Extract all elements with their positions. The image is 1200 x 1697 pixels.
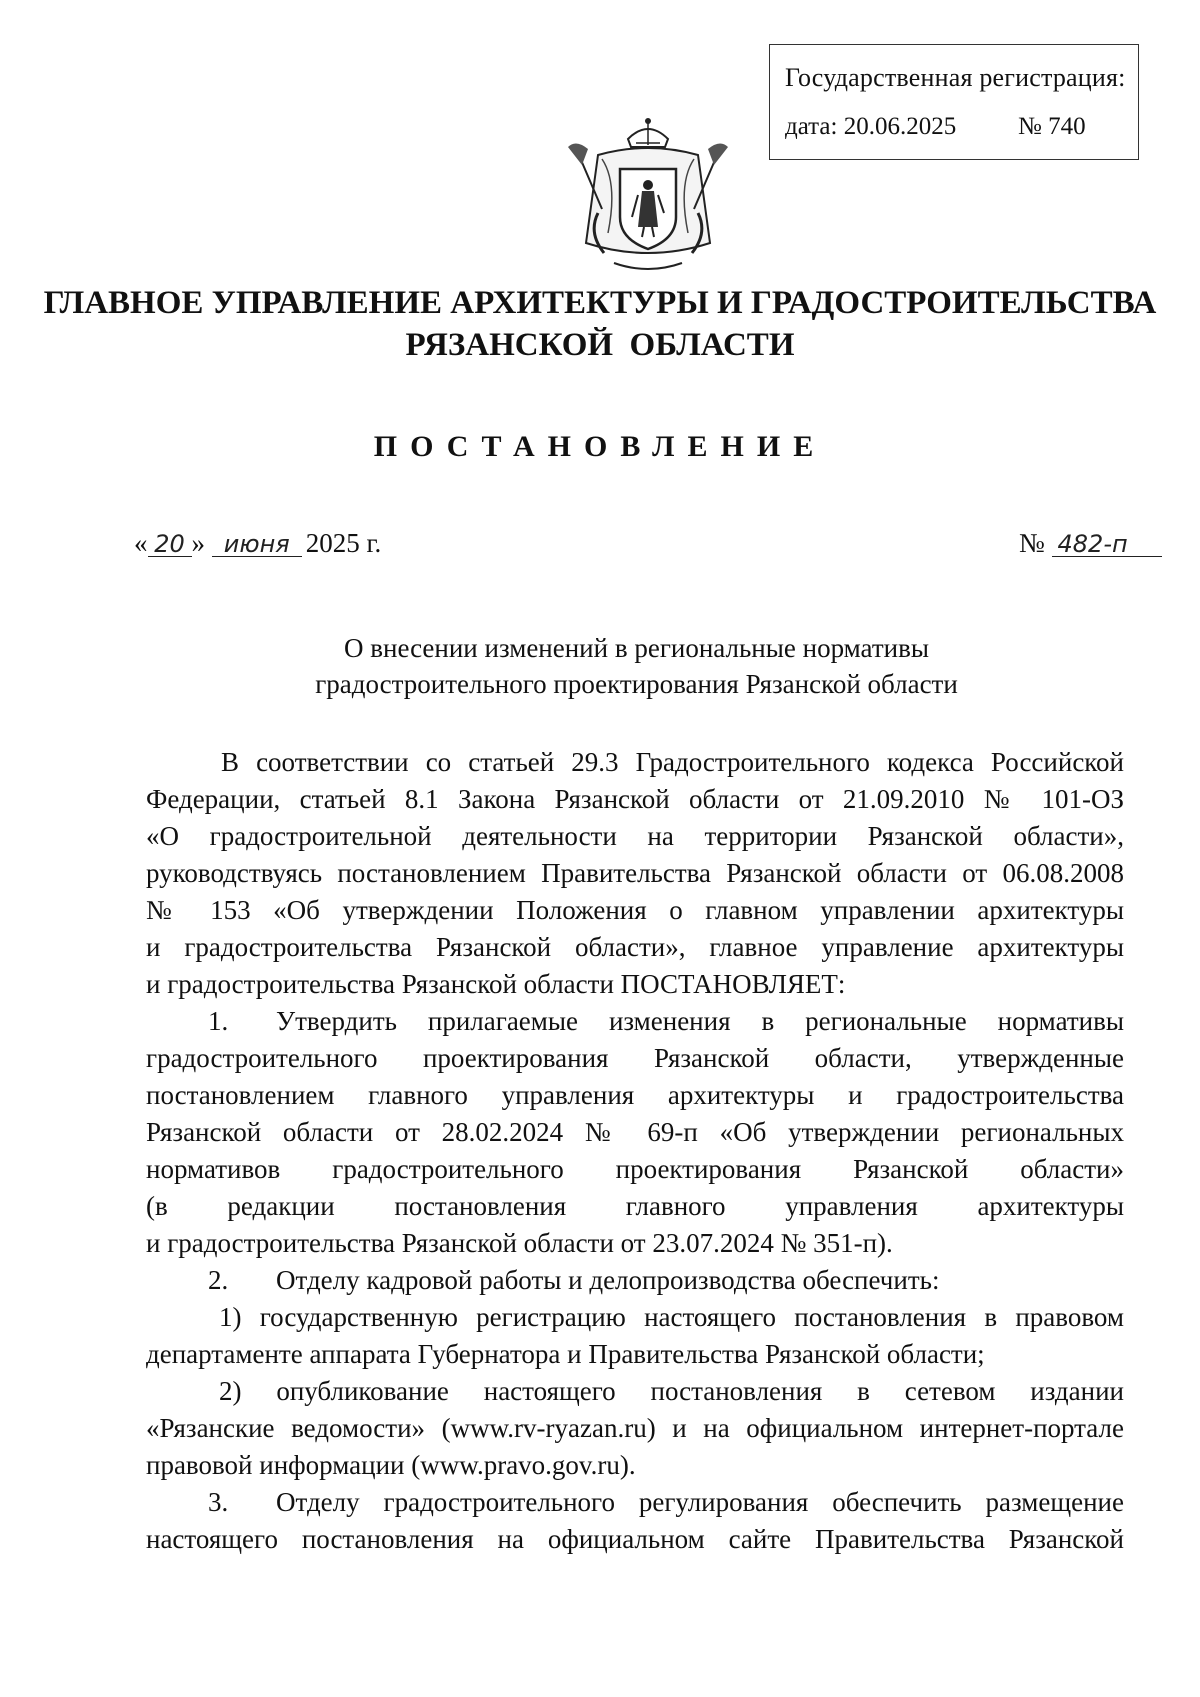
- subject-line-1: О внесении изменений в региональные нормативы: [344, 633, 929, 663]
- handwritten-number: 482-п: [1052, 532, 1162, 557]
- preamble-line: Федерации, статьей 8.1 Закона Рязанской области от 21.09.2010 № 101-ОЗ: [146, 784, 1124, 814]
- document-number: [1019, 528, 1162, 559]
- organization-line-2: РЯЗАНСКОЙ ОБЛАСТИ: [405, 327, 795, 363]
- registration-number: № 740: [1018, 113, 1086, 140]
- registration-title: Государственная регистрация:: [785, 63, 1126, 92]
- item-1: [146, 1003, 1124, 1262]
- preamble-line: и градостроительства Рязанской области», главное управление архитектуры: [146, 932, 1124, 962]
- item-2-number: 2.: [208, 1265, 229, 1295]
- item-2-text: Отделу кадровой работы и делопроизводства обеспечить:: [276, 1265, 940, 1295]
- registration-date: дата: 20.06.2025: [785, 113, 957, 140]
- subitem-2-line: 2) опубликование настоящего постановления в сетевом издании: [219, 1376, 1124, 1406]
- ryazan-coat-of-arms-icon: [558, 113, 738, 283]
- handwritten-day: 20: [148, 532, 192, 557]
- date-year: 2025 г.: [305, 528, 382, 558]
- document-subject: [0, 630, 1200, 702]
- registration-stamp: [769, 44, 1139, 160]
- preamble-line: руководствуясь постановлением Правительства Рязанской области от 06.08.2008: [146, 858, 1124, 888]
- subject-line-2: градостроительного проектирования Рязанской области: [315, 669, 958, 699]
- subitem-1-line: 1) государственную регистрацию настоящего постановления в правовом: [219, 1302, 1124, 1332]
- item-1-first-line: [146, 1003, 1124, 1040]
- item-3-number: 3.: [208, 1487, 229, 1517]
- item-3: [146, 1484, 1124, 1558]
- item-2-line: [146, 1262, 1124, 1299]
- preamble-line: и градостроительства Рязанской области ПОСТАНОВЛЯЕТ:: [146, 969, 846, 999]
- item-1-number: 1.: [208, 1006, 229, 1036]
- document-type: ПОСТАНОВЛЕНИЕ: [373, 430, 827, 463]
- subitem-2: [146, 1373, 1124, 1484]
- item-3-line: настоящего постановления на официальном сайте Правительства Рязанской: [146, 1524, 1124, 1554]
- item-1-line: нормативов градостроительного проектирования Рязанской области»: [146, 1154, 1124, 1184]
- item-3-first-line: [146, 1484, 1124, 1521]
- subitem-2-line: правовой информации (www.pravo.gov.ru).: [146, 1450, 636, 1480]
- document-body: [146, 744, 1124, 1558]
- document-date: [134, 528, 381, 559]
- date-open-quote: «: [134, 528, 148, 558]
- subitem-2-line: «Рязанские ведомости» (www.rv-ryazan.ru) и на официальном интернет-портале: [146, 1413, 1124, 1443]
- subitem-1-line: департаменте аппарата Губернатора и Правительства Рязанской области;: [146, 1339, 985, 1369]
- item-3-line: Отделу градостроительного регулирования обеспечить размещение: [276, 1487, 1124, 1517]
- item-1-line: (в редакции постановления главного управления архитектуры: [146, 1191, 1124, 1221]
- handwritten-month: июня: [212, 532, 302, 557]
- item-1-line: Утвердить прилагаемые изменения в региональные нормативы: [276, 1006, 1124, 1036]
- item-2: [146, 1262, 1124, 1299]
- item-1-line: постановлением главного управления архитектуры и градостроительства: [146, 1080, 1124, 1110]
- preamble-paragraph: [146, 744, 1124, 1003]
- preamble-line: В соответствии со статьей 29.3 Градостроительного кодекса Российской: [221, 747, 1124, 777]
- preamble-line: «О градостроительной деятельности на территории Рязанской области»,: [146, 821, 1124, 851]
- organization-line-1: ГЛАВНОЕ УПРАВЛЕНИЕ АРХИТЕКТУРЫ И ГРАДОСТРОИТЕЛЬСТВА: [43, 285, 1157, 321]
- item-1-line: Рязанской области от 28.02.2024 № 69-п «Об утверждении региональных: [146, 1117, 1124, 1147]
- preamble-line: № 153 «Об утверждении Положения о главном управлении архитектуры: [146, 895, 1124, 925]
- date-close-quote: »: [191, 528, 205, 558]
- item-1-line: градостроительного проектирования Рязанской области, утвержденные: [146, 1043, 1124, 1073]
- number-prefix: №: [1019, 528, 1045, 558]
- item-1-line: и градостроительства Рязанской области от 23.07.2024 № 351-п).: [146, 1228, 893, 1258]
- organization-name: [0, 282, 1200, 366]
- subitem-1: [146, 1299, 1124, 1373]
